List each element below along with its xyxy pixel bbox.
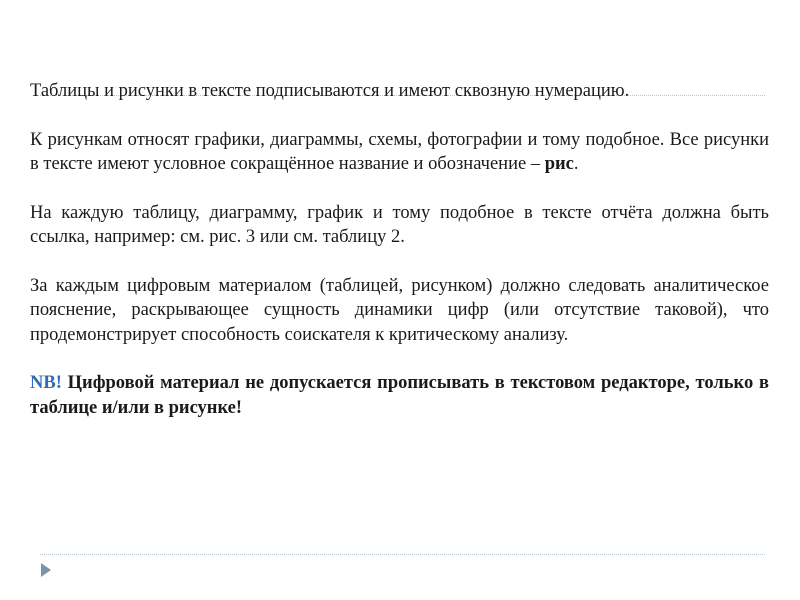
paragraph-figures-text: К рисункам относят графики, диаграммы, схемы, фотографии и тому подобное. Все рисунки в тексте имеют условное сокращённое название и обозначение – [30,129,769,174]
paragraph-numbering [30,79,769,104]
paragraph-figures [30,128,769,177]
paragraph-analysis-text: За каждым цифровым материалом (таблицей, рисунком) должно следовать аналитическое пояснение, раскрывающее сущность динамики цифр (или отсутствие таковой), что продемонстрирует способность соискателя к критическому анализу. [30,275,769,345]
paragraph-nb [30,371,769,420]
paragraph-figures-end: . [573,154,579,174]
paragraph-references-text: На каждую таблицу, диаграмму, график и тому подобное в тексте отчёта должна быть ссылка, например: см. рис. 3 или см. таблицу 2. [30,202,769,247]
figure-abbreviation: рис [544,154,574,174]
nb-text: Цифровой материал не допускается прописывать в текстовом редакторе, только в таблице и/или в рисунке! [30,373,769,418]
paragraph-numbering-text: Таблицы и рисунки в тексте подписываются и имеют сквозную нумерацию. [30,81,630,101]
nb-label: NB! [30,373,62,393]
paragraph-analysis [30,274,769,348]
bottom-divider [40,554,765,555]
slide-body [30,79,769,444]
paragraph-references [30,201,769,250]
triangle-bullet-icon [41,563,51,577]
